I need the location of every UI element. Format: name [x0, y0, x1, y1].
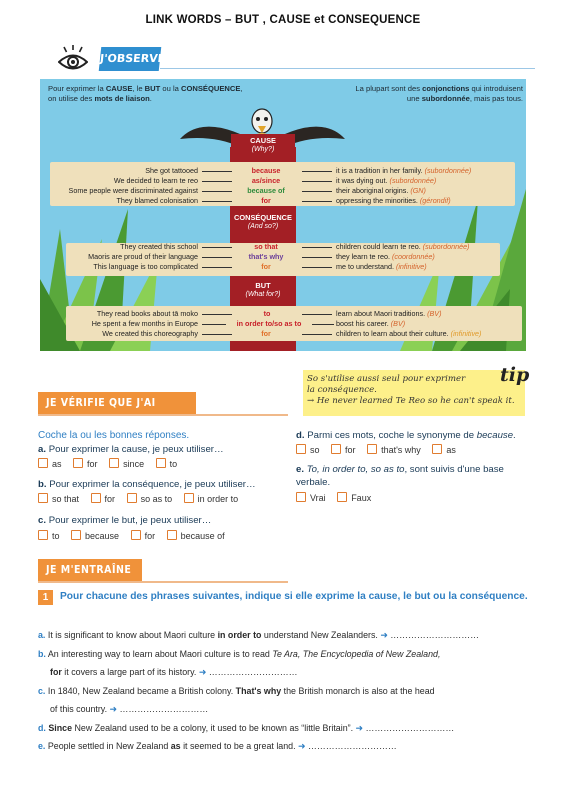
option-a-for[interactable]: for [73, 459, 98, 469]
eye-icon [58, 44, 88, 74]
answer-blank-b[interactable]: ………………………… [208, 667, 298, 677]
question-c-options [38, 530, 234, 543]
cause-row-3-left: Some people were discriminated against [68, 186, 198, 195]
but-header: BUT (What for?) [231, 279, 295, 301]
cause-row-4-link: for [261, 196, 271, 205]
cause-row-1-left: She got tattooed [145, 166, 198, 175]
but-row-2-left: He spent a few months in Europe [91, 319, 198, 328]
option-d-thats-why[interactable]: that's why [367, 445, 421, 455]
answer-blank-d[interactable]: ………………………… [365, 723, 455, 733]
consequence-row-2-right: they learn te reo. (coordonnée) [336, 252, 435, 261]
cause-row-3-right: their aboriginal origins. (GN) [336, 186, 426, 195]
question-c: c. Pour exprimer le but, je peux utiliser… [38, 515, 212, 526]
cause-row-1-link: because [251, 166, 281, 175]
cause-row-3-link: because of [247, 186, 285, 195]
consequence-header: CONSÉQUENCE (And so?) [231, 211, 295, 233]
question-d-options [296, 444, 465, 457]
option-c-because-of[interactable]: because of [167, 531, 225, 541]
but-row-3-right: children to learn about their culture. (infinitive) [336, 329, 482, 338]
cause-row-4-left: They blamed colonisation [116, 196, 198, 205]
consequence-row-1-link: so that [254, 242, 278, 251]
consequence-row-1-right: children could learn te reo. (subordonnée) [336, 242, 470, 251]
consequence-row-3-right: me to understand. (infinitive) [336, 262, 427, 271]
question-d: d. Parmi ces mots, coche le synonyme de because. [296, 430, 516, 441]
option-c-for[interactable]: for [131, 531, 156, 541]
option-c-to[interactable]: to [38, 531, 60, 541]
consequence-row-3-left: This language is too complicated [93, 262, 198, 271]
question-e: e. To, in order to, so as to, sont suivis d'une base verbale. [296, 464, 504, 488]
option-a-since[interactable]: since [109, 459, 144, 469]
question-a: a. Pour exprimer la cause, je peux utiliser… [38, 444, 224, 455]
sentence-c: c. In 1840, New Zealand became a British colony. That's why the British monarch is also at the head [38, 686, 435, 696]
but-row-3-link: for [261, 329, 271, 338]
page-title: LINK WORDS – BUT , CAUSE et CONSEQUENCE [145, 14, 421, 26]
answer-blank-e[interactable]: ………………………… [307, 741, 397, 751]
cause-row-2-left: We decided to learn te reo [113, 176, 198, 185]
train-banner: JE M'ENTRAÎNE [38, 559, 142, 581]
option-b-so-as-to[interactable]: so as to [127, 494, 173, 504]
question-b-options [38, 493, 247, 506]
consequence-row-1-left: They created this school [120, 242, 198, 251]
option-b-so-that[interactable]: so that [38, 494, 79, 504]
answer-blank-c[interactable]: ………………………… [119, 704, 209, 714]
consequence-row-2-link: that's why [248, 252, 284, 261]
option-b-in-order-to[interactable]: in order to [184, 494, 239, 504]
observe-divider [160, 68, 535, 69]
answer-blank-a[interactable]: ………………………… [390, 630, 480, 640]
consequence-row-3-link: for [261, 262, 271, 271]
but-row-1-right: learn about Maori traditions. (BV) [336, 309, 442, 318]
but-row-3-left: We created this choreography [102, 329, 198, 338]
observe-section-label: J'OBSERVE [99, 47, 162, 71]
cause-row-4-right: oppressing the minorities. (gérondif) [336, 196, 451, 205]
sentence-a: a. It is significant to know about Maori culture in order to understand New Zealanders. ➜ ………………………… [38, 630, 480, 640]
cause-row-2-right: it was dying out. (subordonnée) [336, 176, 437, 185]
but-row-1-link: to [263, 309, 271, 318]
option-e-faux[interactable]: Faux [337, 493, 371, 503]
sentence-c-cont: of this country. ➜ ………………………… [50, 704, 209, 714]
but-row-2-link: in order to/so as to [236, 319, 302, 328]
exercise-title: Pour chacune des phrases suivantes, indique si elle exprime la cause, le but ou la conséquence. [60, 591, 528, 602]
tip-badge: tip [500, 364, 530, 386]
sentence-e: e. People settled in New Zealand as it seemed to be a great land. ➜ ………………………… [38, 741, 397, 751]
verify-instruction: Coche la ou les bonnes réponses. [38, 430, 190, 441]
but-row-1-left: They read books about tā moko [96, 309, 198, 318]
sentence-d: d. Since New Zealand used to be a colony, it used to be known as “little Britain”. ➜ ………………………… [38, 723, 455, 733]
question-b: b. Pour exprimer la conséquence, je peux utiliser… [38, 479, 256, 490]
option-a-to[interactable]: to [156, 459, 178, 469]
verify-banner: JE VÉRIFIE QUE J'AI COMPRIS [38, 392, 196, 414]
option-d-for[interactable]: for [331, 445, 356, 455]
but-row-2-right: boost his career. (BV) [336, 319, 406, 328]
exercise-number: 1 [38, 590, 53, 605]
consequence-row-2-left: Maoris are proud of their language [88, 252, 198, 261]
sentence-b: b. An interesting way to learn about Maori culture is to read Te Ara, The Encyclopedia of New Zealand, [38, 649, 441, 659]
cause-header: CAUSE (Why?) [231, 134, 295, 156]
option-c-because[interactable]: because [71, 531, 119, 541]
verify-banner-line [38, 414, 288, 416]
train-banner-line [38, 581, 288, 583]
cause-row-1-right: it is a tradition in her family. (subordonnée) [336, 166, 472, 175]
option-d-so[interactable]: so [296, 445, 320, 455]
option-e-vrai[interactable]: Vrai [296, 493, 326, 503]
sentence-b-cont: for it covers a large part of its history. ➜ ………………………… [50, 667, 298, 677]
intro-left-text: Pour exprimer la CAUSE, le BUT ou la CONSÉQUENCE, on utilise des mots de liaison. [48, 84, 243, 103]
question-e-options [296, 492, 380, 505]
option-d-as[interactable]: as [432, 445, 456, 455]
question-a-options [38, 458, 186, 471]
tip-text: So s'utilise aussi seul pour exprimer la conséquence. → He never learned Te Reo so he can't speak it. [307, 374, 515, 406]
intro-right-text: La plupart sont des conjonctions qui introduisent une subordonnée, mais pas tous. [355, 84, 523, 103]
option-a-as[interactable]: as [38, 459, 62, 469]
cause-row-2-link: as/since [251, 176, 281, 185]
option-b-for[interactable]: for [91, 494, 116, 504]
